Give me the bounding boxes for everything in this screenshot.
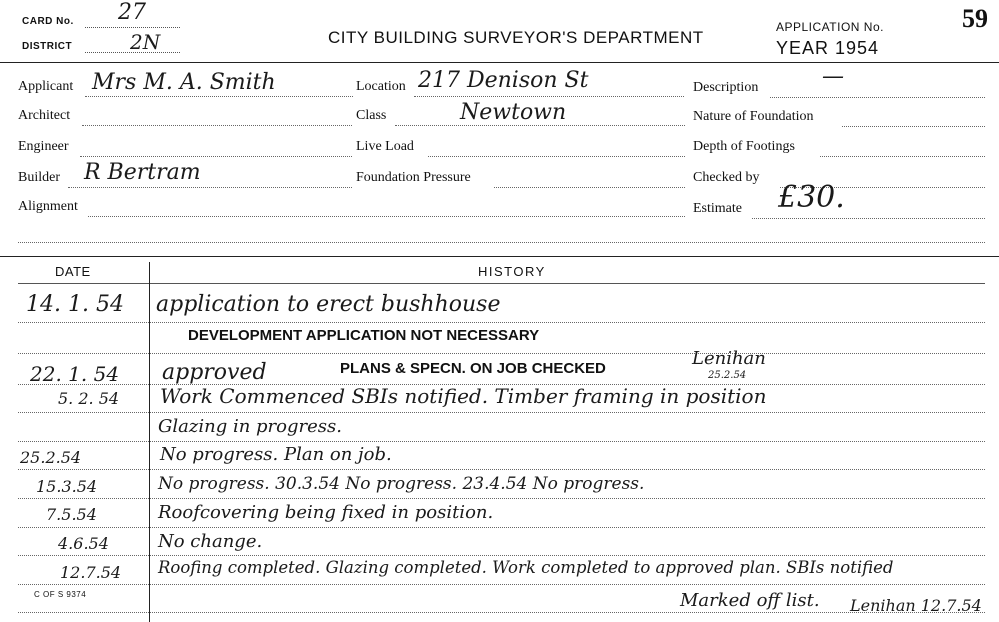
- class-label: Class: [356, 108, 387, 123]
- card-no-value: 27: [118, 0, 146, 25]
- history-header: HISTORY: [478, 264, 546, 279]
- history-date: 5. 2. 54: [58, 389, 120, 408]
- depth-of-footings-label: Depth of Footings: [693, 139, 795, 154]
- history-entry: Glazing in progress.: [158, 416, 342, 437]
- history-entry: Work Commenced SBIs notified. Timber framing in position: [160, 384, 767, 408]
- location-label: Location: [356, 79, 406, 94]
- engineer-label: Engineer: [18, 139, 69, 154]
- history-header-rule: [18, 283, 985, 284]
- history-entry: application to erect bushhouse: [156, 292, 501, 317]
- history-entry: Roofcovering being fixed in position.: [158, 502, 494, 523]
- applicant-value: Mrs M. A. Smith: [92, 70, 276, 95]
- estimate-label: Estimate: [693, 201, 742, 216]
- history-entry: Marked off list.: [680, 590, 820, 611]
- history-date: 7.5.54: [46, 505, 97, 524]
- date-header: DATE: [55, 264, 91, 279]
- history-entry: No progress. Plan on job.: [160, 444, 392, 465]
- description-label: Description: [693, 80, 759, 95]
- plans-checked-stamp: PLANS & SPECN. ON JOB CHECKED: [340, 360, 606, 377]
- live-load-label: Live Load: [356, 139, 414, 154]
- signature: Lenihan: [692, 348, 766, 369]
- class-value: Newtown: [460, 100, 567, 125]
- history-date: 22. 1. 54: [30, 362, 120, 386]
- architect-label: Architect: [18, 108, 71, 123]
- history-top-rule: [0, 256, 999, 257]
- signature: Lenihan 12.7.54: [850, 596, 982, 615]
- description-value: —: [822, 64, 844, 89]
- builder-label: Builder: [18, 170, 60, 185]
- history-date: 25.2.54: [20, 448, 82, 467]
- district-label: DISTRICT: [22, 41, 73, 52]
- history-date: 15.3.54: [36, 477, 98, 496]
- history-date: 12.7.54: [60, 563, 122, 582]
- application-label: APPLICATION No.: [776, 20, 884, 34]
- form-code: C OF S 9374: [34, 590, 87, 599]
- history-entry: approved: [162, 360, 267, 385]
- date-column-divider: [149, 262, 150, 622]
- application-number: 59: [962, 4, 988, 33]
- nature-of-foundation-label: Nature of Foundation: [693, 109, 814, 124]
- year: YEAR 1954: [776, 38, 880, 58]
- history-entry: Roofing completed. Glazing completed. Work completed to approved plan. SBIs notified: [158, 558, 894, 577]
- district-value: 2N: [130, 30, 161, 54]
- builder-value: R Bertram: [84, 160, 201, 185]
- history-entry: No progress. 30.3.54 No progress. 23.4.54 No progress.: [158, 474, 645, 494]
- development-stamp: DEVELOPMENT APPLICATION NOT NECESSARY: [188, 327, 540, 344]
- department-title: CITY BUILDING SURVEYOR'S DEPARTMENT: [328, 28, 704, 47]
- location-value: 217 Denison St: [418, 68, 589, 93]
- alignment-label: Alignment: [18, 199, 78, 214]
- checked-by-label: Checked by: [693, 170, 760, 185]
- foundation-pressure-label: Foundation Pressure: [356, 170, 471, 185]
- signature-date: 25.2.54: [708, 370, 747, 381]
- card-no-label: CARD No.: [22, 16, 74, 27]
- applicant-label: Applicant: [18, 79, 74, 94]
- estimate-value: £30.: [778, 180, 845, 215]
- header-rule: [0, 62, 999, 63]
- history-entry: No change.: [158, 531, 263, 552]
- history-date: 4.6.54: [58, 534, 109, 553]
- card-no-line: [85, 27, 180, 28]
- history-date: 14. 1. 54: [26, 292, 124, 317]
